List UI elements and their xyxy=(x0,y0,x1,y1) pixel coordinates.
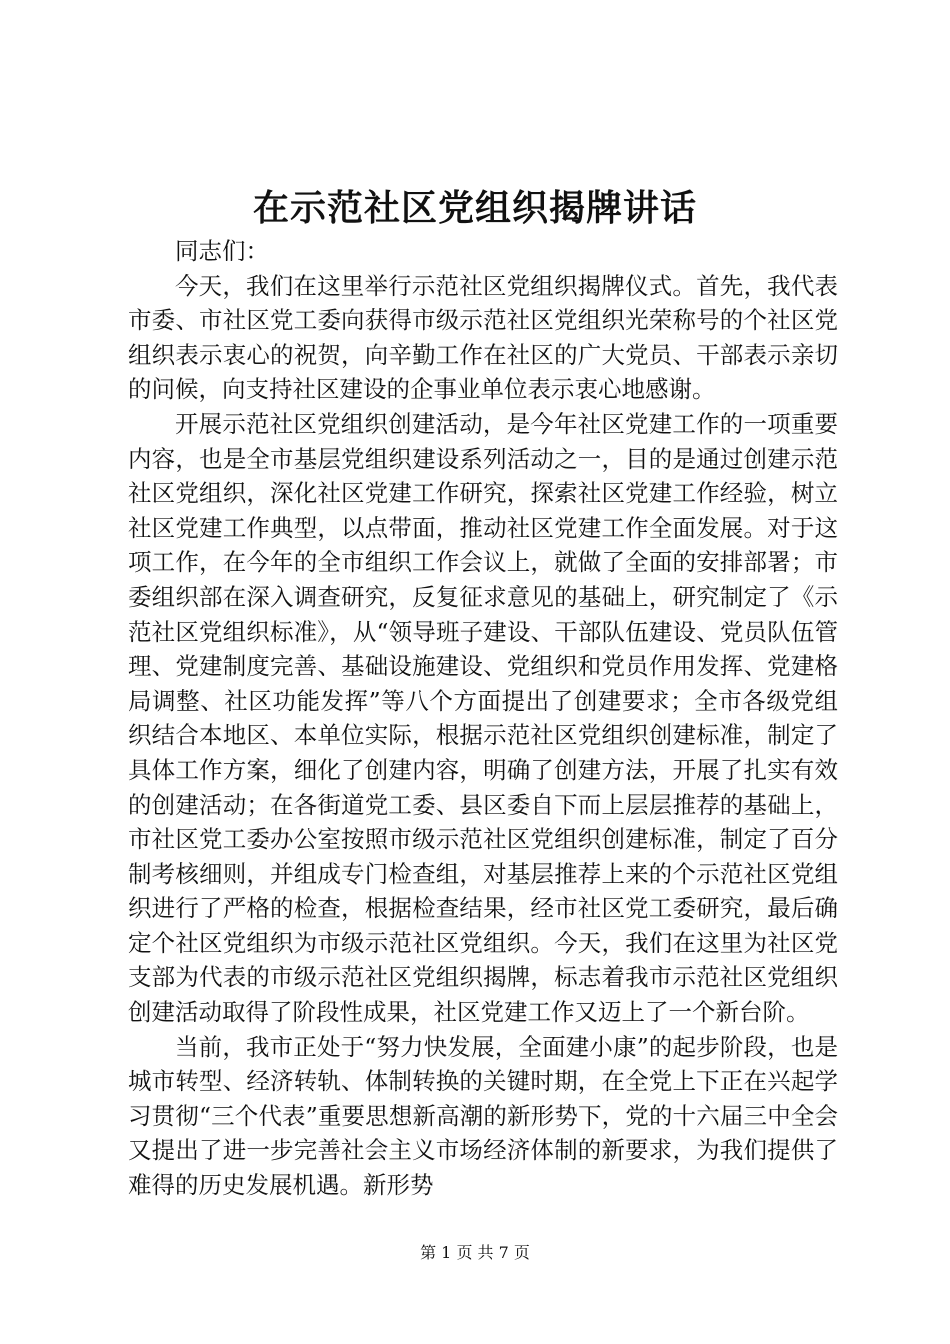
document-body xyxy=(128,234,838,1203)
page-footer: 第 1 页 共 7 页 xyxy=(420,1243,530,1262)
salutation: 同志们： xyxy=(175,237,269,265)
body-paragraph-3: 当前，我市正处于“努力快发展，全面建小康”的起步阶段，也是城市转型、经济转轨、体制转换的关键时期，在全党上下正在兴起学习贯彻“三个代表”重要思想新高潮的新形势下，党的十六届三中全会又提出了进一步完善社会主义市场经济体制的新要求，为我们提供了难得的历史发展机遇。新形势 xyxy=(128,1032,838,1200)
body-paragraph-1: 今天，我们在这里举行示范社区党组织揭牌仪式。首先，我代表市委、市社区党工委向获得市级示范社区党组织光荣称号的个社区党组织表示衷心的祝贺，向辛勤工作在社区的广大党员、干部表示亲切的问候，向支持社区建设的企事业单位表示衷心地感谢。 xyxy=(128,271,838,404)
body-paragraph-2: 开展示范社区党组织创建活动，是今年社区党建工作的一项重要内容，也是全市基层党组织建设系列活动之一，目的是通过创建示范社区党组织，深化社区党建工作研究，探索社区党建工作经验，树立社区党建工作典型，以点带面，推动社区党建工作全面发展。对于这项工作，在今年的全市组织工作会议上，就做了全面的安排部署；市委组织部在深入调查研究，反复征求意见的基础上，研究制定了《示范社区党组织标准》，从“领导班子建设、干部队伍建设、党员队伍管理、党建制度完善、基础设施建设、党组织和党员作用发挥、党建格局调整、社区功能发挥”等八个方面提出了创建要求；全市各级党组织结合本地区、本单位实际，根据示范社区党组织创建标准，制定了具体工作方案，细化了创建内容，明确了创建方法，开展了扎实有效的创建活动；在各街道党工委、县区委自下而上层层推荐的基础上，市社区党工委办公室按照市级示范社区党组织创建标准，制定了百分制考核细则，并组成专门检查组，对基层推荐上来的个示范社区党组织进行了严格的检查，根据检查结果，经市社区党工委研究，最后确定个社区党组织为市级示范社区党组织。今天，我们在这里为社区党支部为代表的市级示范社区党组织揭牌，标志着我市示范社区党组织创建活动取得了阶段性成果，社区党建工作又迈上了一个新台阶。 xyxy=(128,409,838,1027)
document-title: 在示范社区党组织揭牌讲话 xyxy=(252,187,697,229)
